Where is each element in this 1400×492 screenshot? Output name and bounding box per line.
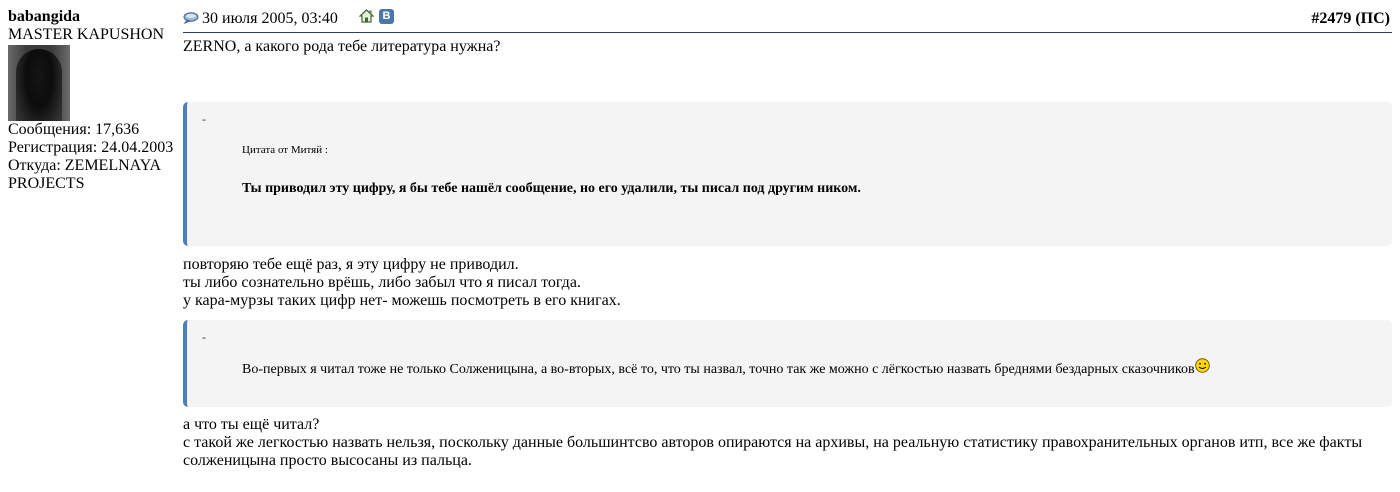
home-icon[interactable] (359, 9, 374, 23)
post-header (183, 8, 1392, 33)
reply-line: с такой же легкостью назвать нельзя, поскольку данные большинтсво авторов опираются на архивы, на реальную статистику правохранительных органов итп, все же факты солженицына просто высосаны из пальца. (183, 434, 1363, 469)
reply-line: ты либо сознательно врёшь, либо забыл что я писал тогда. (183, 274, 581, 291)
user-registration: Регистрация: 24.04.2003 (8, 139, 174, 156)
user-location: Откуда: ZEMELNAYA PROJECTS (8, 157, 161, 192)
user-post-count: Сообщения: 17,636 (8, 121, 140, 138)
post-number[interactable] (1311, 10, 1390, 28)
smiley-icon (1195, 358, 1209, 372)
reply-line: у кара-мурзы таких цифр нет- можешь посмотреть в его книгах. (183, 292, 621, 309)
reply-block (183, 256, 1392, 310)
user-info (8, 8, 178, 193)
quote-text: Ты приводил эту цифру, я бы тебе нашёл сообщение, но его удалили, ты писал под другим ником. (242, 181, 861, 196)
quote-text: Во-первых я читал тоже не только Солженицына, а во-вторых, всё то, что ты назвал, точно так же можно с лёгкостью назвать бреднями бездарных сказочников (242, 362, 1195, 377)
quote-text-wrapper (242, 362, 1209, 378)
quote-dash: - (202, 112, 206, 126)
post-icon (183, 11, 199, 23)
avatar[interactable] (8, 45, 70, 121)
quote-dash: - (202, 330, 206, 344)
quote-block (183, 320, 1392, 407)
reply-line: повторяю тебе ещё раз, я эту цифру не приводил. (183, 256, 519, 273)
reply-line: а что ты ещё читал? (183, 416, 320, 433)
vk-share-icon[interactable]: B (379, 9, 394, 24)
reply-block (183, 416, 1383, 470)
post-suffix: (ПС) (1355, 10, 1390, 27)
post-number-link[interactable]: #2479 (1311, 10, 1352, 27)
user-title: MASTER KAPUSHON (8, 26, 165, 43)
quote-block (183, 102, 1392, 246)
post-date: 30 июля 2005, 03:40 (202, 10, 338, 27)
post-intro (183, 38, 1392, 56)
post-intro-text: ZERNO, а какого рода тебе литература нужна? (183, 38, 501, 55)
quote-author: Цитата от Митяй : (242, 144, 328, 156)
username-link[interactable]: babangida (8, 8, 81, 25)
